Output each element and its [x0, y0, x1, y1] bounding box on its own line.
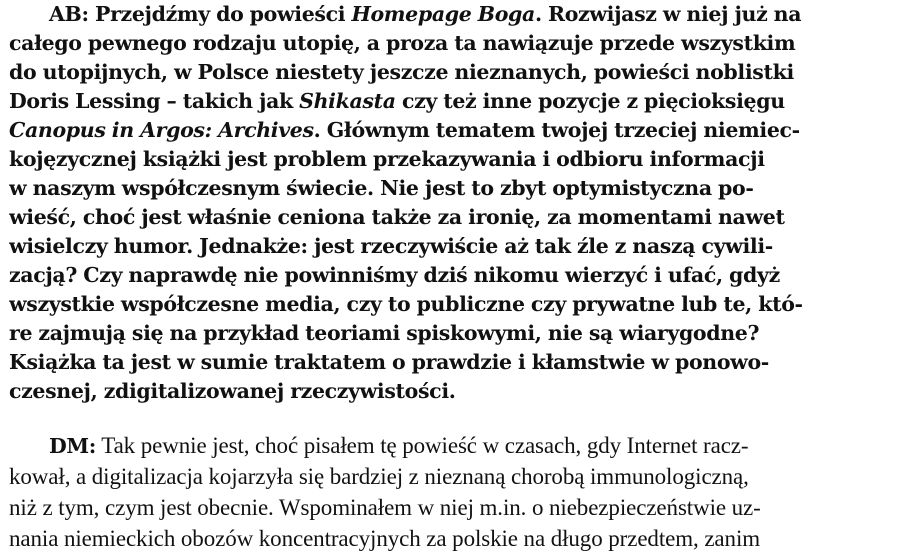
question-line-7: w naszym współczesnym świecie. Nie jest to zbyt optymistyczna po- — [9, 176, 754, 200]
question-line-4: Doris Lessing – takich jak Shikasta czy też inne pozycje z pięcioksięgu — [9, 89, 785, 113]
answer-line-4: nania niemieckich obozów koncentracyjnych za polskie na długo przedtem, zanim — [9, 526, 761, 551]
question-line-5: Canopus in Argos: Archives. Głównym tematem twojej trzeciej niemiec- — [9, 118, 800, 142]
question-line-13: Książka ta jest w sumie traktatem o prawdzie i kłamstwie w ponowo- — [9, 350, 769, 374]
book-title-shikasta: Shikasta — [299, 89, 396, 113]
speaker-label-ab: AB: — [49, 2, 89, 26]
answer-line-2: kował, a digitalizacja kojarzyła się bardziej z nieznaną chorobą immunologiczną, — [9, 464, 749, 489]
question-line-3: do utopijnych, w Polsce niestety jeszcze nieznanych, powieści noblistki — [9, 60, 794, 84]
book-title-canopus: Canopus in Argos: Archives — [9, 118, 314, 142]
question-line-8: wieść, choć jest właśnie ceniona także za ironię, za momentami nawet — [9, 205, 785, 229]
question-line-6: kojęzycznej książki jest problem przekazywania i odbioru informacji — [9, 147, 765, 171]
question-line-12: re zajmują się na przykład teoriami spiskowymi, nie są wiarygodne? — [9, 321, 760, 345]
question-line-1: AB: Przejdźmy do powieści Homepage Boga. Rozwijasz w niej już na — [49, 2, 802, 26]
book-title-homepage-boga: Homepage Boga — [351, 2, 535, 26]
question-line-9: wisielczy humor. Jednakże: jest rzeczywiście aż tak źle z naszą cywili- — [9, 234, 773, 258]
question-line-11: wszystkie współczesne media, czy to publiczne czy prywatne lub te, któ- — [9, 292, 803, 316]
answer-line-1: DM: Tak pewnie jest, choć pisałem tę powieść w czasach, gdy Internet racz- — [49, 433, 749, 458]
question-line-10: zacją? Czy naprawdę nie powinniśmy dziś nikomu wierzyć i ufać, gdyż — [9, 263, 780, 287]
answer-line-3: niż z tym, czym jest obecnie. Wspominałem w niej m.in. o niebezpieczeństwie uz- — [9, 495, 761, 520]
question-line-14: czesnej, zdigitalizowanej rzeczywistości. — [9, 379, 456, 403]
question-line-2: całego pewnego rodzaju utopię, a proza ta nawiązuje przede wszystkim — [9, 31, 796, 55]
speaker-label-dm: DM: — [49, 434, 96, 458]
